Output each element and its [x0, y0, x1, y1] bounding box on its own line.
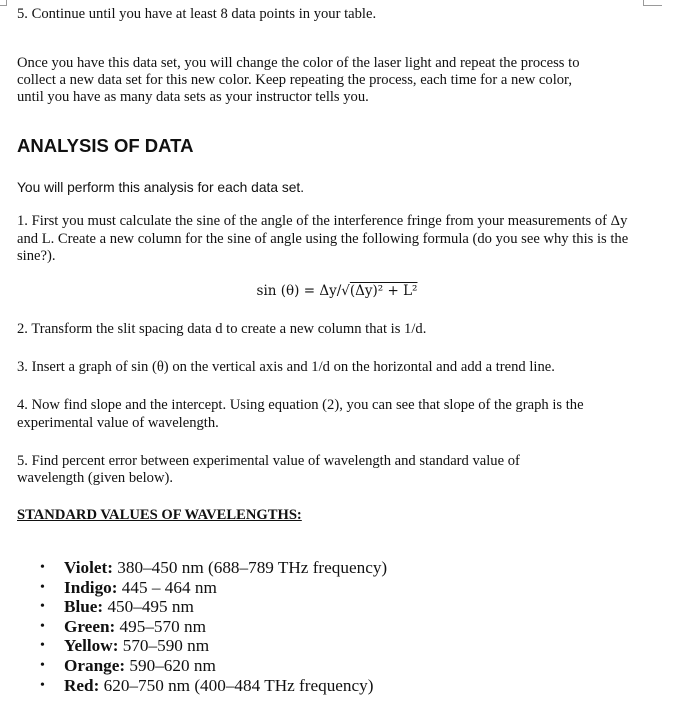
step-5-line-2: wavelength (given below).	[17, 470, 174, 486]
bullet-icon: •	[40, 677, 45, 693]
step-1-line-1: 1. First you must calculate the sine of the angle of the interference fringe from your measurements of Δy	[17, 213, 628, 229]
color-name: Violet:	[64, 558, 113, 577]
wavelength-range: 590–620 nm	[125, 655, 216, 675]
standard-values-title: STANDARD VALUES OF WAVELENGTHS:	[17, 507, 302, 523]
color-name: Yellow:	[64, 636, 119, 656]
wavelength-range: 445 – 464 nm	[117, 577, 217, 597]
wavelength-range: 570–590 nm	[118, 636, 210, 656]
wavelength-item-yellow	[17, 636, 387, 656]
wavelength-item-green	[17, 617, 387, 637]
formula-radicand: (Δy)² + L²	[349, 283, 418, 299]
step-1-line-2: and L. Create a new column for the sine of angle using the following formula (do you see why this is the	[17, 231, 629, 247]
bullet-icon: •	[40, 579, 45, 595]
color-name: Green:	[64, 616, 116, 636]
wavelength-range: 495–570 nm	[115, 616, 206, 636]
wavelength-item-blue	[17, 597, 387, 617]
color-name: Orange:	[64, 655, 126, 675]
wavelength-range: 450–495 nm	[103, 597, 194, 617]
wavelength-item-indigo	[17, 578, 387, 598]
intro-line-1: Once you have this data set, you will change the color of the laser light and repeat the process to	[17, 55, 580, 71]
intro-line-3: until you have as many data sets as your instructor tells you.	[17, 89, 369, 105]
color-name: Indigo:	[64, 577, 118, 597]
wavelength-item-violet	[17, 558, 387, 578]
step-5-continue: 5. Continue until you have at least 8 data points in your table.	[17, 6, 377, 22]
step-2: 2. Transform the slit spacing data d to create a new column that is 1/d.	[17, 321, 427, 337]
step-3: 3. Insert a graph of sin (θ) on the vertical axis and 1/d on the horizontal and add a trend line.	[17, 359, 555, 375]
step-5-line-1: 5. Find percent error between experimental value of wavelength and standard value of	[17, 453, 520, 469]
formula-lhs: sin (θ) = Δy/√	[256, 283, 350, 299]
step-4-line-1: 4. Now find slope and the intercept. Using equation (2), you can see that slope of the graph is the	[17, 397, 584, 413]
wavelength-range: 620–750 nm (400–484 THz frequency)	[99, 675, 374, 695]
bullet-icon: •	[40, 560, 45, 575]
wavelength-list	[17, 558, 387, 695]
bullet-icon: •	[40, 657, 45, 673]
step-4-line-2: experimental value of wavelength.	[17, 415, 219, 431]
wavelength-item-red	[17, 676, 387, 696]
analysis-intro: You will perform this analysis for each data set.	[17, 180, 305, 195]
analysis-heading: ANALYSIS OF DATA	[17, 135, 194, 156]
step-1-line-3: sine?).	[17, 248, 56, 264]
bullet-icon: •	[40, 638, 45, 654]
color-name: Blue:	[64, 597, 104, 617]
color-name: Red:	[64, 675, 100, 695]
page-corner-marker-right	[643, 0, 662, 6]
wavelength-range: 380–450 nm (688–789 THz frequency)	[113, 558, 388, 577]
bullet-icon: •	[40, 618, 45, 634]
intro-line-2: collect a new data set for this new color. Keep repeating the process, each time for a new color,	[17, 72, 572, 88]
sine-formula	[17, 283, 657, 300]
bullet-icon: •	[40, 599, 45, 615]
wavelength-item-orange	[17, 656, 387, 676]
page-corner-marker-left	[0, 0, 7, 6]
